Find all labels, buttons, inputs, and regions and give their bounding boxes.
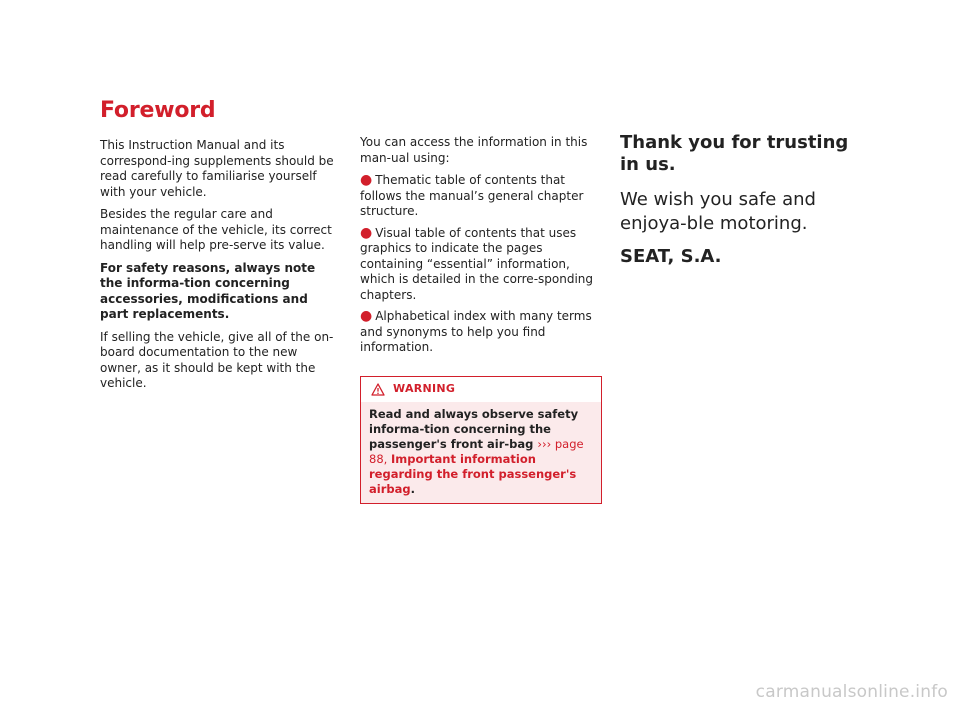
- column-left: [100, 138, 340, 399]
- section-ref-text: Important information regarding the front passenger's airbag: [369, 451, 577, 496]
- page-reference-link[interactable]: ››› page 88, Important information regarding the front passenger's airbag: [369, 436, 584, 496]
- column-middle: [360, 135, 602, 504]
- page-ref-text: page 88: [369, 436, 584, 466]
- paragraph: If selling the vehicle, give all of the on-board documentation to the new owner, as it should be kept with the vehicle.: [100, 329, 334, 390]
- list-item: [360, 309, 602, 356]
- paragraph: Besides the regular care and maintenance of the vehicle, its correct handling will help pre-serve its value.: [100, 207, 332, 252]
- thanks-heading: Thank you for trusting in us.: [620, 132, 849, 175]
- bullet-icon: ●: [360, 172, 373, 188]
- bullet-icon: ●: [360, 224, 373, 241]
- warning-box: [360, 376, 602, 504]
- list-item: [360, 173, 602, 220]
- sentence-end: .: [410, 481, 415, 496]
- paragraph: This Instruction Manual and its correspond-ing supplements should be read carefully to familiarise yourself with your vehicle.: [100, 138, 334, 199]
- list-item-text: Alphabetical index with many terms and synonyms to help you find information.: [360, 309, 592, 354]
- list-item-text: Thematic table of contents that follows the manual’s general chapter structure.: [360, 173, 584, 218]
- warning-triangle-icon: [371, 383, 385, 396]
- warning-header: [361, 377, 601, 402]
- bullet-icon: ●: [360, 308, 373, 324]
- warning-label: WARNING: [393, 382, 456, 396]
- watermark: carmanualsonline.info: [755, 682, 948, 702]
- list-item-text: Visual table of contents that uses graphics to indicate the pages containing “essential” information, which is detailed in the corre-sponding chapters.: [360, 225, 594, 302]
- page-title: Foreword: [100, 98, 216, 123]
- company-name: SEAT, S.A.: [620, 246, 722, 267]
- column-right: [620, 132, 870, 268]
- list-item: [360, 226, 602, 304]
- intro-paragraph: You can access the information in this man-ual using:: [360, 135, 588, 165]
- warning-body-text: Read and always observe safety informa-tion concerning the passenger's front air-bag: [369, 406, 579, 451]
- safety-note: For safety reasons, always note the informa-tion concerning accessories, modifications and part replacements.: [100, 260, 316, 321]
- wish-text: We wish you safe and enjoya-ble motoring.: [620, 189, 816, 234]
- double-chevron-icon: ›››: [537, 436, 552, 451]
- warning-text: [361, 402, 601, 503]
